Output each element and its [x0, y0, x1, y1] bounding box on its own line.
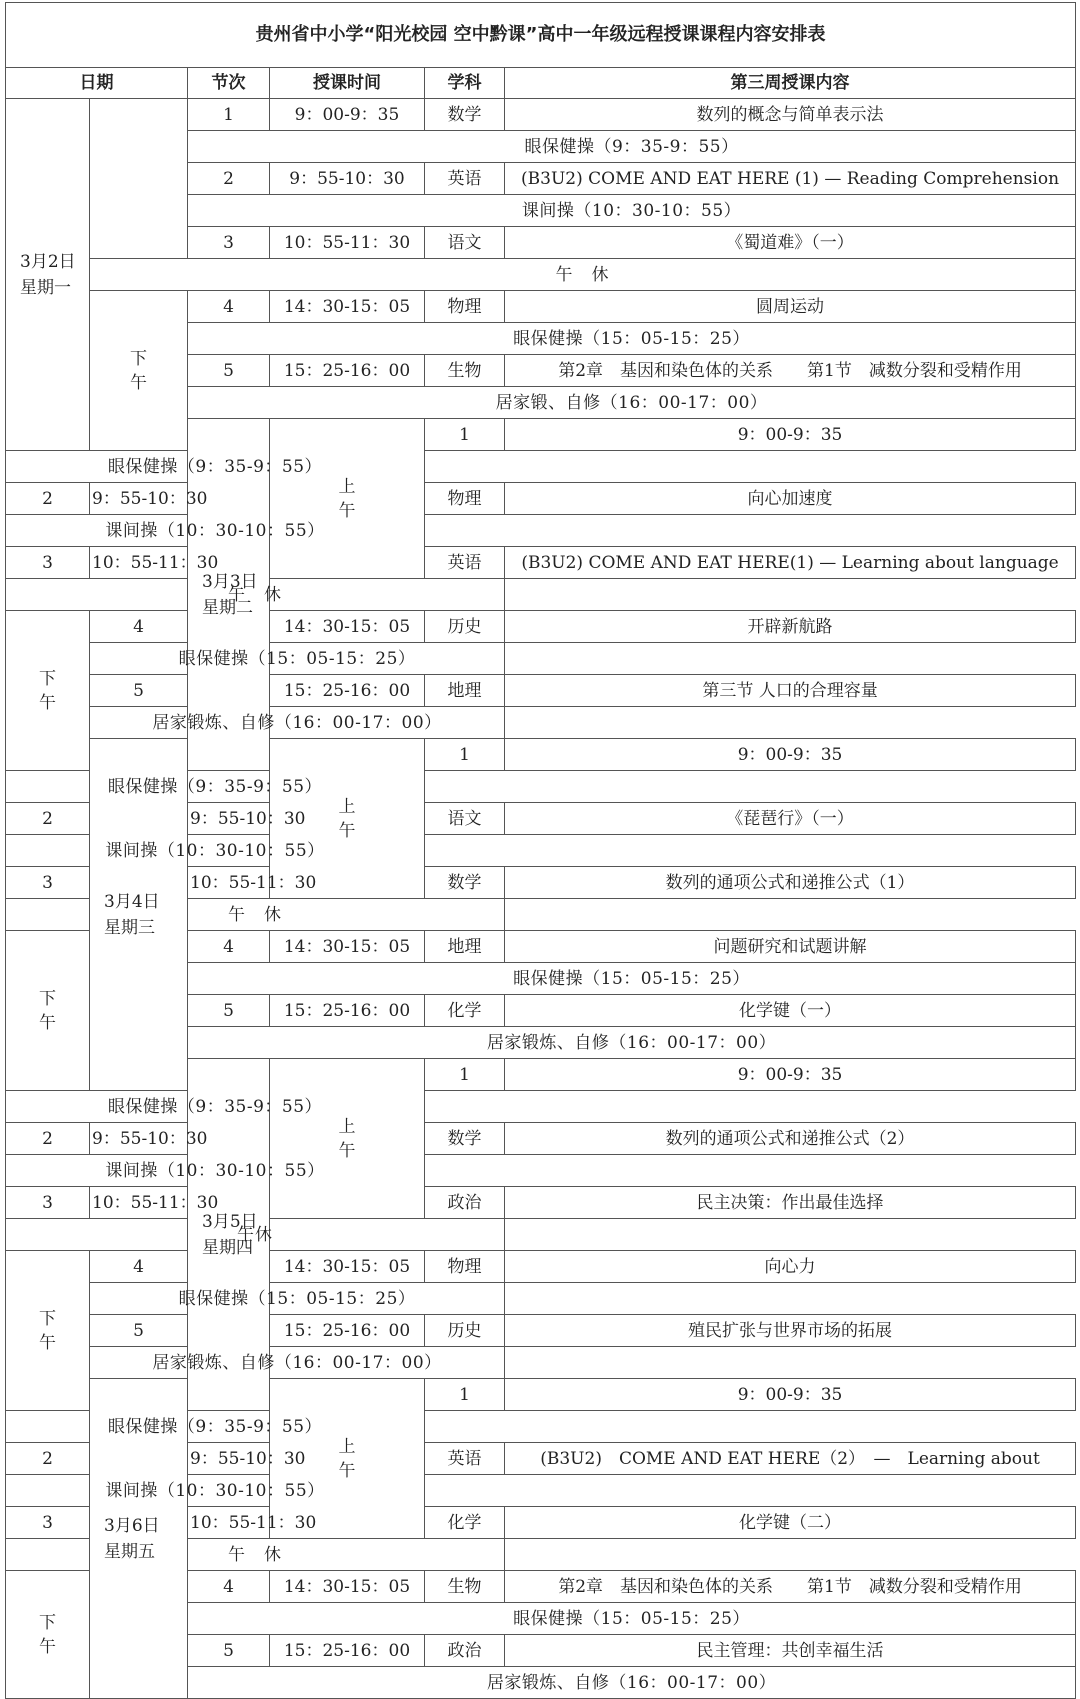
afternoon-period-label: 下 午 — [6, 1571, 90, 1699]
eye-exercise: 眼保健操（15：05-15：25） — [188, 963, 1076, 995]
break-exercise: 课间操（10：30-10：55） — [6, 1155, 425, 1187]
lesson-time: 9：00-9：35 — [505, 1059, 1076, 1091]
lesson-content: 第2章 基因和染色体的关系 第1节 减数分裂和受精作用 — [505, 355, 1076, 387]
morning-period-label — [90, 99, 188, 259]
eye-exercise-row — [6, 1283, 1076, 1315]
lesson-row — [6, 99, 1076, 131]
home-study-row — [6, 1347, 1076, 1379]
lesson-row — [6, 739, 1076, 771]
lesson-number: 5 — [90, 675, 188, 707]
header-row — [6, 68, 1076, 99]
morning-period-label: 上 午 — [270, 1379, 425, 1539]
lesson-time: 9：55-10：30 — [90, 1123, 188, 1155]
lunch-break: 午 休 — [6, 579, 505, 611]
day-weekday: 星期五 — [104, 1541, 155, 1562]
day-date: 3月3日 — [202, 571, 258, 592]
lesson-content: 数列的通项公式和递推公式（1） — [505, 867, 1076, 899]
afternoon-period-label: 下 午 — [90, 291, 188, 451]
lunch-break-row — [6, 579, 1076, 611]
lesson-time: 9：00-9：35 — [505, 419, 1076, 451]
home-study: 居家锻炼、自修（16：00-17：00） — [90, 1347, 505, 1379]
header-lesson: 节次 — [188, 68, 270, 99]
break-exercise: 课间操（10：30-10：55） — [6, 515, 425, 547]
lesson-subject: 历史 — [425, 1315, 505, 1347]
lesson-number: 2 — [6, 483, 90, 515]
lesson-time: 10：55-11：30 — [270, 227, 425, 259]
lesson-time: 9：00-9：35 — [270, 99, 425, 131]
lesson-content: 问题研究和试题讲解 — [505, 931, 1076, 963]
eye-exercise: 眼保健操（9：35-9：55） — [6, 1091, 425, 1123]
lesson-subject: 地理 — [425, 931, 505, 963]
lesson-subject: 政治 — [425, 1187, 505, 1219]
afternoon-period-label: 下 午 — [6, 611, 90, 771]
lesson-subject: 地理 — [425, 675, 505, 707]
table-title: 贵州省中小学“阳光校园 空中黔课”高中一年级远程授课课程内容安排表 — [6, 3, 1076, 68]
home-study: 居家锻炼、自修（16：00-17：00） — [188, 1667, 1076, 1699]
day-date: 3月6日 — [104, 1515, 160, 1536]
lesson-content: (B3U2) COME AND EAT HERE (1) — Reading Comprehension — [505, 163, 1076, 195]
break-exercise-row — [6, 1475, 1076, 1507]
lesson-number: 1 — [425, 1059, 505, 1091]
break-exercise: 课间操（10：30-10：55） — [188, 195, 1076, 227]
lesson-time: 14：30-15：05 — [270, 931, 425, 963]
lesson-number: 2 — [6, 1443, 90, 1475]
lesson-row — [6, 547, 1076, 579]
afternoon-period-label: 下 午 — [6, 931, 90, 1091]
lesson-time: 10：55-11：30 — [188, 867, 270, 899]
eye-exercise-row — [6, 771, 1076, 803]
lesson-content: 第2章 基因和染色体的关系 第1节 减数分裂和受精作用 — [505, 1571, 1076, 1603]
lesson-time: 14：30-15：05 — [270, 1251, 425, 1283]
lesson-content: 化学键（二） — [505, 1507, 1076, 1539]
lesson-row — [6, 1123, 1076, 1155]
lesson-subject: 英语 — [425, 1443, 505, 1475]
lesson-content: 民主管理：共创幸福生活 — [505, 1635, 1076, 1667]
lesson-number: 2 — [188, 163, 270, 195]
afternoon-period-label: 下 午 — [6, 1251, 90, 1411]
lunch-break: 午 休 — [90, 259, 1076, 291]
eye-exercise: 眼保健操（15：05-15：25） — [90, 1283, 505, 1315]
day-date: 3月5日 — [202, 1211, 258, 1232]
lesson-row — [6, 1379, 1076, 1411]
lesson-number: 3 — [6, 1187, 90, 1219]
lesson-content: 向心加速度 — [505, 483, 1076, 515]
eye-exercise-row — [6, 451, 1076, 483]
header-time: 授课时间 — [270, 68, 425, 99]
lesson-content: 开辟新航路 — [505, 611, 1076, 643]
lesson-number: 5 — [188, 355, 270, 387]
lesson-row — [6, 291, 1076, 323]
lesson-time: 9：55-10：30 — [188, 803, 270, 835]
lunch-break: 午 休 — [6, 1539, 505, 1571]
lesson-subject: 英语 — [425, 547, 505, 579]
lesson-time: 15：25-16：00 — [270, 675, 425, 707]
lesson-content: (B3U2) COME AND EAT HERE（2） — Learning about — [505, 1443, 1076, 1475]
lesson-subject: 化学 — [425, 1507, 505, 1539]
lesson-subject: 生物 — [425, 355, 505, 387]
eye-exercise: 眼保健操（15：05-15：25） — [188, 323, 1076, 355]
lesson-subject: 化学 — [425, 995, 505, 1027]
lesson-time: 15：25-16：00 — [270, 1635, 425, 1667]
lesson-number: 3 — [188, 227, 270, 259]
lesson-row — [6, 483, 1076, 515]
lesson-subject: 语文 — [425, 227, 505, 259]
eye-exercise: 眼保健操（9：35-9：55） — [6, 1411, 425, 1443]
day-weekday: 星期二 — [202, 597, 253, 618]
lesson-content: 数列的通项公式和递推公式（2） — [505, 1123, 1076, 1155]
lesson-time: 15：25-16：00 — [270, 1315, 425, 1347]
lesson-subject: 数学 — [425, 1123, 505, 1155]
lesson-time: 10：55-11：30 — [90, 1187, 188, 1219]
lesson-row — [6, 611, 1076, 643]
lesson-subject: 英语 — [425, 163, 505, 195]
break-exercise: 课间操（10：30-10：55） — [6, 1475, 425, 1507]
lesson-subject: 数学 — [425, 99, 505, 131]
day-date: 3月2日 — [20, 251, 76, 272]
lesson-number: 4 — [188, 931, 270, 963]
lesson-content: 数列的概念与简单表示法 — [505, 99, 1076, 131]
lesson-number: 5 — [90, 1315, 188, 1347]
break-exercise: 课间操（10：30-10：55） — [6, 835, 425, 867]
home-study-row — [6, 707, 1076, 739]
eye-exercise-row — [6, 643, 1076, 675]
lesson-time: 15：25-16：00 — [270, 995, 425, 1027]
lesson-content: 民主决策：作出最佳选择 — [505, 1187, 1076, 1219]
lesson-number: 3 — [6, 547, 90, 579]
lesson-row — [6, 1187, 1076, 1219]
home-study: 居家锻炼、自修（16：00-17：00） — [90, 707, 505, 739]
eye-exercise: 眼保健操（9：35-9：55） — [6, 771, 425, 803]
lesson-content: (B3U2) COME AND EAT HERE(1) — Learning about language — [505, 547, 1076, 579]
morning-period-label: 上 午 — [270, 739, 425, 899]
lunch-break-row — [6, 1539, 1076, 1571]
schedule-table — [5, 2, 1076, 1699]
lesson-time: 9：00-9：35 — [505, 739, 1076, 771]
eye-exercise-row — [6, 1411, 1076, 1443]
lunch-break: 午休 — [6, 1219, 505, 1251]
home-study: 居家锻炼、自修（16：00-17：00） — [188, 1027, 1076, 1059]
lesson-number: 1 — [425, 419, 505, 451]
lesson-subject: 生物 — [425, 1571, 505, 1603]
home-study: 居家锻、自修（16：00-17：00） — [188, 387, 1076, 419]
day-date: 3月4日 — [104, 891, 160, 912]
day-weekday: 星期一 — [20, 277, 71, 298]
lesson-content: 《琵琶行》（一） — [505, 803, 1076, 835]
lesson-number: 4 — [188, 291, 270, 323]
break-exercise-row — [6, 835, 1076, 867]
lesson-number: 1 — [425, 739, 505, 771]
lunch-break-row — [6, 259, 1076, 291]
lesson-content: 化学键（一） — [505, 995, 1076, 1027]
eye-exercise-row — [6, 1091, 1076, 1123]
lesson-number: 1 — [425, 1379, 505, 1411]
lesson-number: 2 — [6, 803, 90, 835]
break-exercise-row — [6, 1155, 1076, 1187]
lesson-number: 4 — [90, 611, 188, 643]
eye-exercise: 眼保健操（15：05-15：25） — [90, 643, 505, 675]
lesson-subject: 政治 — [425, 1635, 505, 1667]
break-exercise-row — [6, 515, 1076, 547]
eye-exercise: 眼保健操（9：35-9：55） — [6, 451, 425, 483]
lesson-time: 14：30-15：05 — [270, 291, 425, 323]
lesson-subject: 历史 — [425, 611, 505, 643]
lesson-number: 4 — [188, 1571, 270, 1603]
lesson-content: 圆周运动 — [505, 291, 1076, 323]
lesson-content: 向心力 — [505, 1251, 1076, 1283]
eye-exercise: 眼保健操（9：35-9：55） — [188, 131, 1076, 163]
lesson-subject: 语文 — [425, 803, 505, 835]
lesson-content: 《蜀道难》（一） — [505, 227, 1076, 259]
morning-period-label: 上 午 — [270, 419, 425, 579]
lesson-time: 15：25-16：00 — [270, 355, 425, 387]
title-row — [6, 3, 1076, 68]
eye-exercise: 眼保健操（15：05-15：25） — [188, 1603, 1076, 1635]
lesson-time: 10：55-11：30 — [188, 1507, 270, 1539]
header-date: 日期 — [6, 68, 188, 99]
lesson-time: 9：00-9：35 — [505, 1379, 1076, 1411]
lunch-break: 午 休 — [6, 899, 505, 931]
lesson-subject: 物理 — [425, 291, 505, 323]
lesson-time: 9：55-10：30 — [188, 1443, 270, 1475]
lesson-time: 9：55-10：30 — [90, 483, 188, 515]
day-cell — [6, 99, 90, 451]
lesson-time: 9：55-10：30 — [270, 163, 425, 195]
lesson-row — [6, 1251, 1076, 1283]
lesson-number: 5 — [188, 1635, 270, 1667]
lunch-break-row — [6, 1219, 1076, 1251]
lunch-break-row — [6, 899, 1076, 931]
lesson-row — [6, 1315, 1076, 1347]
lesson-number: 1 — [188, 99, 270, 131]
day-weekday: 星期四 — [202, 1237, 253, 1258]
lesson-number: 3 — [6, 867, 90, 899]
day-weekday: 星期三 — [104, 917, 155, 938]
lesson-time: 14：30-15：05 — [270, 1571, 425, 1603]
morning-period-label: 上 午 — [270, 1059, 425, 1219]
lesson-row — [6, 675, 1076, 707]
lesson-time: 14：30-15：05 — [270, 611, 425, 643]
lesson-number: 4 — [90, 1251, 188, 1283]
lesson-number: 5 — [188, 995, 270, 1027]
lesson-subject: 数学 — [425, 867, 505, 899]
lesson-content: 第三节 人口的合理容量 — [505, 675, 1076, 707]
header-content: 第三周授课内容 — [505, 68, 1076, 99]
lesson-time: 10：55-11：30 — [90, 547, 188, 579]
lesson-subject: 物理 — [425, 1251, 505, 1283]
lesson-number: 3 — [6, 1507, 90, 1539]
lesson-subject: 物理 — [425, 483, 505, 515]
header-subject: 学科 — [425, 68, 505, 99]
lesson-number: 2 — [6, 1123, 90, 1155]
lesson-content: 殖民扩张与世界市场的拓展 — [505, 1315, 1076, 1347]
